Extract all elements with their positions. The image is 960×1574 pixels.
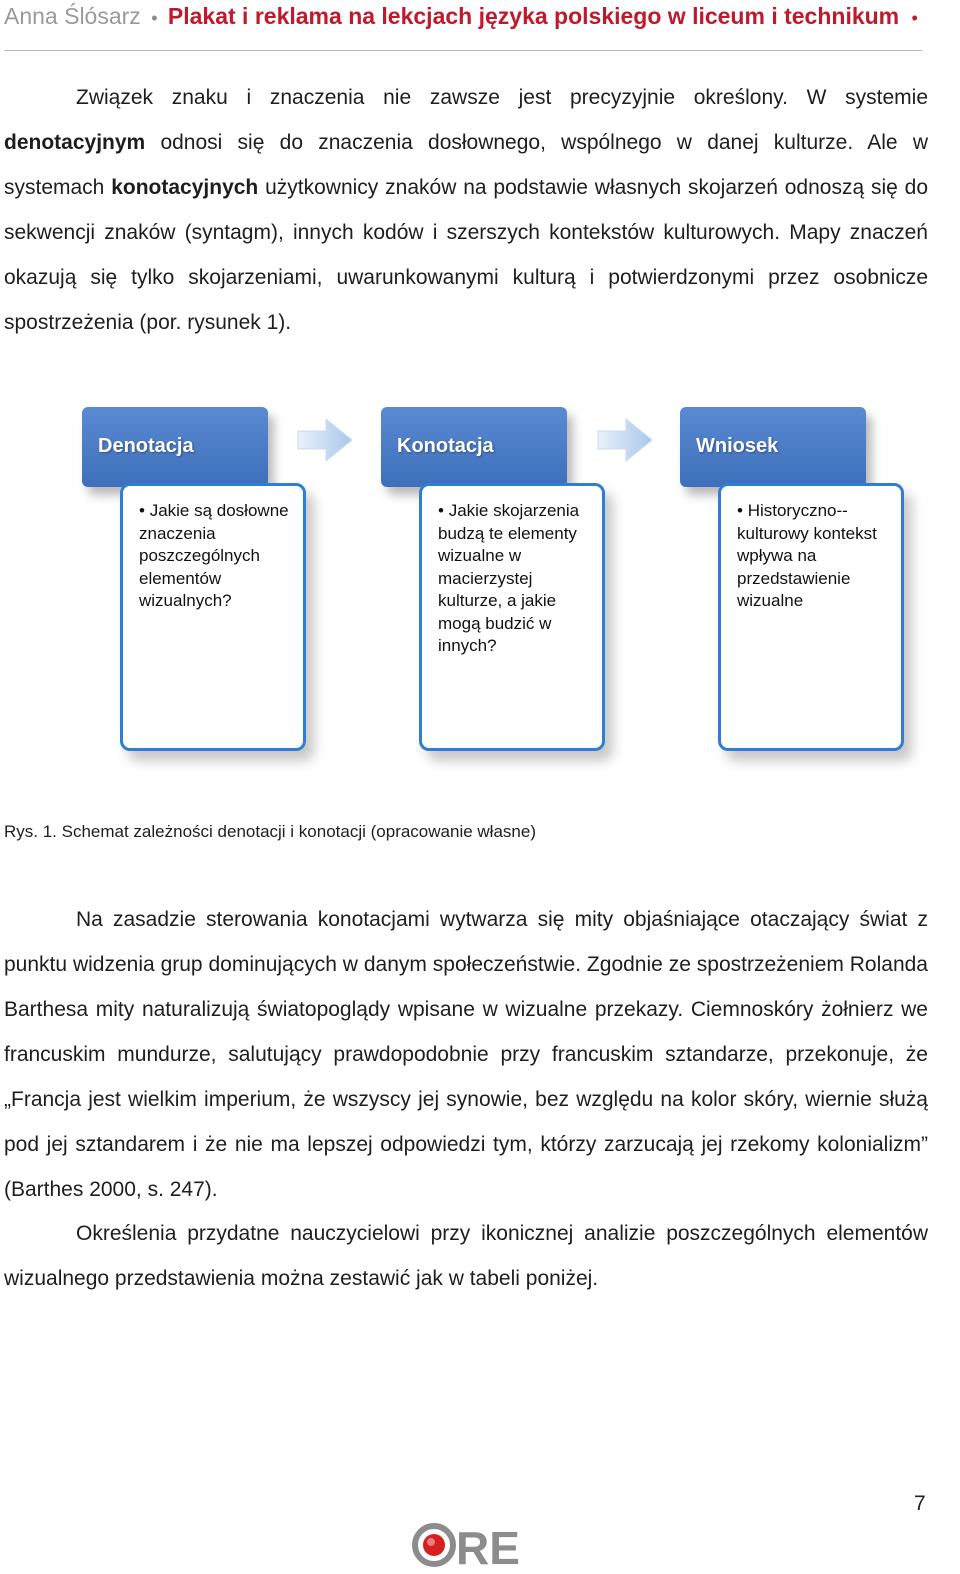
- bullet-icon: •: [737, 501, 743, 520]
- diagram-body-conclusion: [718, 483, 904, 751]
- header-divider: [4, 50, 922, 51]
- paragraph-table-intro: Określenia przydatne nauczycielowi przy ikonicznej analizie poszczególnych elementów wizualnego przedstawienia można zestawić jak w tabeli poniżej.: [4, 1222, 928, 1290]
- diagram-header-label: Denotacja: [98, 435, 194, 457]
- paragraph-denotation: [4, 75, 928, 345]
- figure-caption: Rys. 1. Schemat zależności denotacji i konotacji (opracowanie własne): [4, 822, 536, 841]
- diagram-header-connotation: [381, 407, 567, 487]
- svg-text:RE: RE: [456, 1522, 520, 1570]
- ore-logo: [412, 1518, 522, 1570]
- diagram-body-text: [139, 500, 289, 613]
- diagram-question-denotation: Jakie są dosłowne znaczenia poszczególnych elementów wizualnych?: [139, 501, 289, 610]
- diagram-header-conclusion: [680, 407, 866, 487]
- diagram-question-connotation: Jakie skojarzenia budzą te elementy wizualne w macierzystej kulturze, a jakie mogą budzić w innych?: [438, 501, 580, 655]
- diagram-header-label: Wniosek: [696, 435, 779, 457]
- diagram-column-conclusion: [680, 395, 920, 775]
- header-author: Anna Ślósarz: [4, 3, 141, 29]
- diagram-body-text: [737, 500, 887, 613]
- diagram-column-connotation: [381, 395, 621, 775]
- diagram-body-connotation: [419, 483, 605, 751]
- denotation-connotation-diagram: [0, 395, 960, 785]
- arrow-right-icon: [596, 415, 654, 465]
- diagram-column-denotation: [82, 395, 322, 775]
- diagram-question-conclusion: Historyczno--kulturowy kontekst wpływa na przedstawienie wizualne: [737, 501, 877, 610]
- diagram-body-denotation: [120, 483, 306, 751]
- paragraph1-part2: odnosi się do znaczenia dosłownego, wspólnego w danej kulturze. Ale w systemach: [4, 131, 928, 199]
- running-header: [4, 0, 922, 34]
- diagram-body-text: [438, 500, 588, 658]
- diagram-header-denotation: [82, 407, 268, 487]
- term-connotative: konotacyjnych: [111, 176, 259, 199]
- paragraph1-part1: Związek znaku i znaczenia nie zawsze jest precyzyjnie określony. W systemie: [76, 86, 928, 109]
- header-title: Plakat i reklama na lekcjach języka polskiego w liceum i technikum: [167, 3, 900, 29]
- paragraph-myths: Na zasadzie sterowania konotacjami wytwarza się mity objaśniające otaczający świat z punktu widzenia grup dominujących w danym społeczeństwie. Zgodnie ze spostrzeżeniem Rolanda Barthesa mity naturalizują światopoglądy wpisane w wizualne przekazy. Ciemnoskóry żołnierz we francuskim mundurze, salutujący prawdopodobnie przy francuskim sztandarze, przekonuje, że „Francja jest wielkim imperium, że wszyscy jej synowie, bez względu na kolor skóry, wiernie służą pod jej sztandarem i że nie ma lepszej odpowiedzi tym, którzy zarzucają jej rzekomy kolonializm” (Barthes 2000, s. 247).: [4, 908, 928, 1201]
- bullet-icon: •: [139, 501, 145, 520]
- arrow-right-icon: [296, 415, 354, 465]
- header-separator: •: [151, 8, 158, 28]
- bullet-icon: •: [438, 501, 444, 520]
- term-denotative: denotacyjnym: [4, 131, 146, 154]
- diagram-header-label: Konotacja: [397, 435, 494, 457]
- paragraph1-part3: użytkownicy znaków na podstawie własnych skojarzeń odnoszą się do sekwencji znaków (syntagm), innych kodów i szerszych kontekstów kulturowych. Mapy znaczeń okazują się tylko skojarzeniami, uwarunkowanymi kulturą i potwierdzonymi przez osobnicze spostrzeżenia (por. rysunek 1).: [4, 176, 929, 334]
- page-number: 7: [914, 1492, 926, 1515]
- header-trailing-bullet: •: [911, 8, 918, 28]
